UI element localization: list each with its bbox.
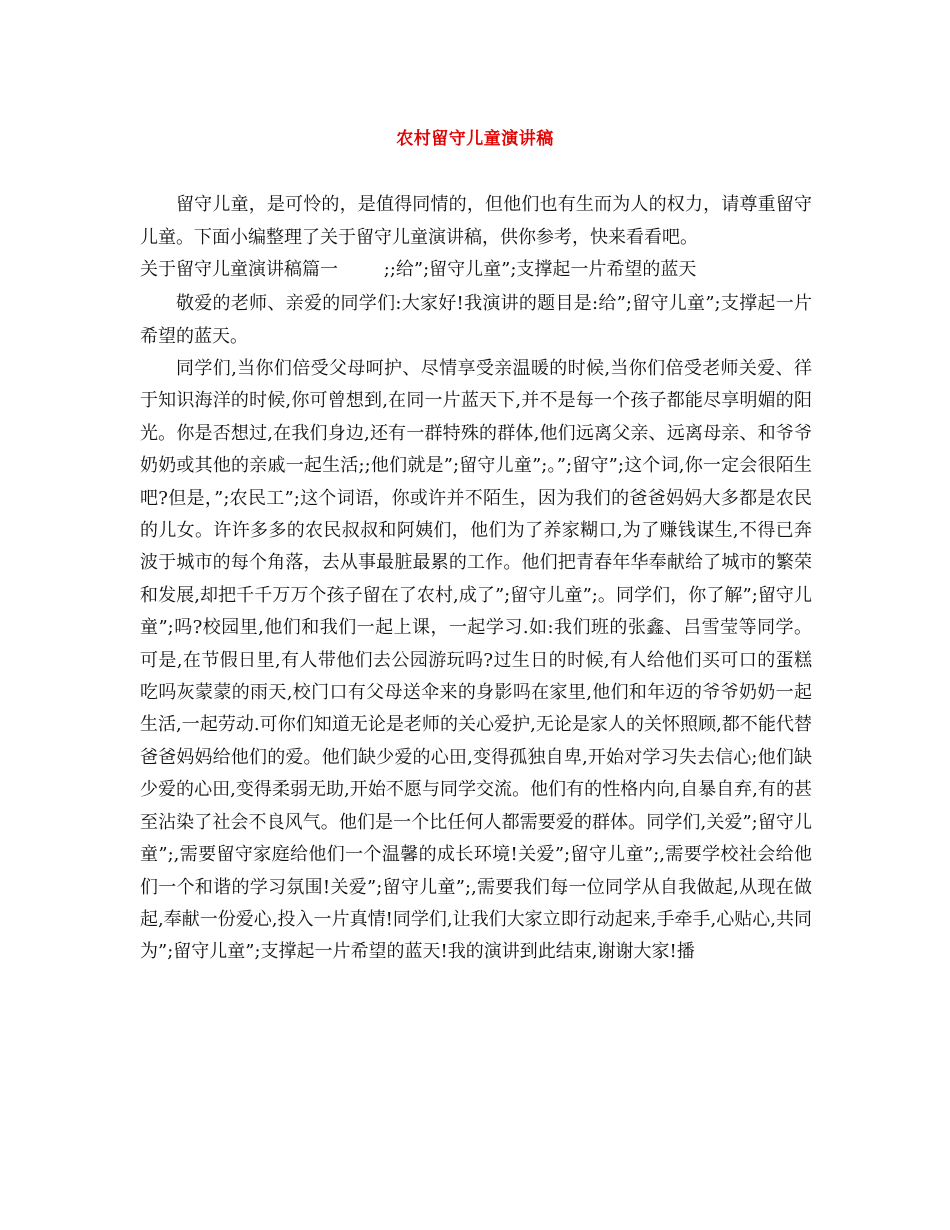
document-body (140, 188, 812, 969)
document-title: 农村留守儿童演讲稿 (396, 129, 554, 149)
greeting-paragraph: 敬爱的老师、亲爱的同学们:大家好!我演讲的题目是:给”;留守儿童”;支撑起一片希望的蓝天。 (140, 293, 812, 347)
section-heading: 关于留守儿童演讲稿篇一 ;;给”;留守儿童”;支撑起一片希望的蓝天 (140, 259, 697, 280)
speech-paragraph: 同学们,当你们倍受父母呵护、尽情享受亲温暖的时候,当你们倍受老师关爱、徉于知识海洋的时候,你可曾想到,在同一片蓝天下,并不是每一个孩子都能尽享明媚的阳光。你是否想过,在我们身边,还有一群特殊的群体,他们远离父亲、远离母亲、和爷爷奶奶或其他的亲戚一起生活;;他们就是”;留守儿童”;。”;留守”;这个词,你一定会很陌生吧?但是，”;农民工”;这个词语，你或许并不陌生，因为我们的爸爸妈妈大多都是农民的儿女。许许多多的农民叔叔和阿姨们，他们为了养家糊口,为了赚钱谋生,不得已奔波于城市的每个角落，去从事最脏最累的工作。他们把青春年华奉献给了城市的繁荣和发展,却把千千万万个孩子留在了农村,成了”;留守儿童”;。同学们，你了解”;留守儿童”;吗?校园里,他们和我们一起上课，一起学习.如:我们班的张鑫、吕雪莹等同学。可是,在节假日里,有人带他们去公园游玩吗?过生日的时候,有人给他们买可口的蛋糕吃吗灰蒙蒙的雨天,校门口有父母送伞来的身影吗在家里,他们和年迈的爷爷奶奶一起生活,一起劳动.可你们知道无论是老师的关心爱护,无论是家人的关怀照顾,都不能代替爸爸妈妈给他们的爱。他们缺少爱的心田,变得孤独自卑,开始对学习失去信心;他们缺少爱的心田,变得柔弱无助,开始不愿与同学交流。他们有的性格内向,自暴自弃,有的甚至沾染了社会不良风气。他们是一个比任何人都需要爱的群体。同学们,关爱”;留守儿童”;,需要留守家庭给他们一个温馨的成长环境!关爱”;留守儿童”;,需要学校社会给他们一个和谐的学习氛围!关爱”;留守儿童”;,需要我们每一位同学从自我做起,从现在做起,奉献一份爱心,投入一片真情!同学们,让我们大家立即行动起来,手牵手,心贴心,共同为”;留守儿童”;支撑起一片希望的蓝天!我的演讲到此结束,谢谢大家!播 (140, 358, 812, 963)
intro-paragraph: 留守儿童，是可怜的，是值得同情的，但他们也有生而为人的权力，请尊重留守儿童。下面小编整理了关于留守儿童演讲稿，供你参考，快来看看吧。 (140, 194, 812, 248)
